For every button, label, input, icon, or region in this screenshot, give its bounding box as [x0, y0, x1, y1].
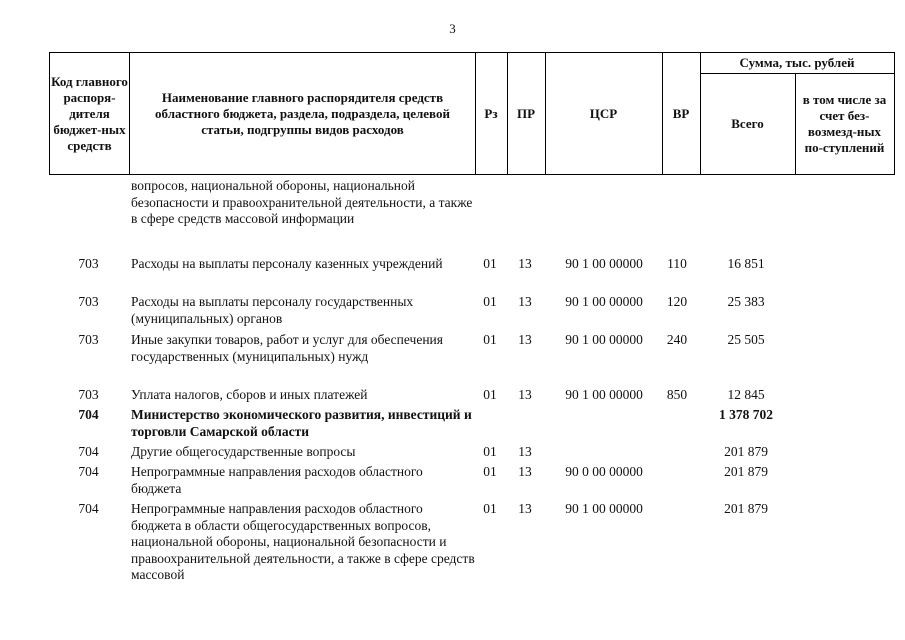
page-number: 3: [449, 21, 456, 36]
row-csr: 90 1 00 00000: [565, 256, 643, 271]
table-row: [49, 256, 895, 294]
row-rz: 01: [483, 464, 497, 479]
row-code: 704: [78, 444, 99, 459]
row-name: Расходы на выплаты персоналу казенных учреждений: [131, 256, 443, 271]
row-name: вопросов, национальной обороны, национальной безопасности и правоохранительной деятельности, а также в сфере средств массовой информации: [131, 178, 473, 226]
table-row: [49, 501, 895, 591]
header-incl: в том числе за счет без-возмезд-ных по-ступлений: [802, 92, 887, 155]
row-rz: 01: [483, 444, 497, 459]
row-pr: 13: [518, 464, 532, 479]
header-pr: ПР: [516, 105, 536, 121]
row-csr: 90 0 00 00000: [565, 464, 643, 479]
row-total: 201 879: [724, 501, 768, 516]
row-vr: 110: [667, 256, 687, 271]
table-row: [49, 387, 895, 407]
row-pr: 13: [518, 294, 532, 309]
row-code: 704: [78, 407, 99, 422]
row-rz: 01: [483, 256, 497, 271]
table-body: [49, 178, 895, 591]
row-pr: 13: [518, 501, 532, 516]
row-vr: 850: [666, 387, 688, 402]
row-pr: 13: [518, 444, 532, 459]
row-pr: 13: [518, 332, 532, 347]
header-vr: ВР: [672, 105, 690, 121]
row-vr: 120: [666, 294, 688, 309]
row-vr: 240: [666, 332, 688, 347]
row-rz: 01: [483, 387, 497, 402]
row-csr: 90 1 00 00000: [565, 387, 643, 402]
row-total: 12 845: [727, 387, 765, 402]
row-name: Расходы на выплаты персоналу государственных (муниципальных) органов: [131, 294, 414, 326]
header-name: Наименование главного распорядителя средств областного бюджета, раздела, подраздела, целевой статьи, подгруппы видов расходов: [155, 89, 450, 137]
row-name: Другие общегосударственные вопросы: [131, 444, 356, 459]
table-row: [49, 444, 895, 464]
row-name: Непрограммные направления расходов областного бюджета в области общегосударственных вопросов, национальной обороны, национальной безопасности и правоохранительной деятельности, а также в сфере средств массовой: [131, 501, 475, 582]
row-rz: 01: [483, 294, 497, 309]
header-csr: ЦСР: [589, 105, 618, 121]
row-csr: 90 1 00 00000: [565, 501, 643, 516]
table-row: [49, 332, 895, 387]
row-pr: 13: [518, 256, 532, 271]
row-code: 703: [78, 256, 99, 271]
row-name: Уплата налогов, сборов и иных платежей: [131, 387, 368, 402]
row-csr: 90 1 00 00000: [565, 332, 643, 347]
row-total: 25 505: [727, 332, 765, 347]
table-row: [49, 407, 895, 444]
row-pr: 13: [518, 387, 532, 402]
header-sum: Сумма, тыс. рублей: [739, 55, 855, 70]
table-row: [49, 178, 895, 256]
header-rz: Рз: [484, 105, 498, 121]
header-total: Всего: [731, 116, 764, 131]
row-total: 16 851: [727, 256, 765, 271]
row-name: Иные закупки товаров, работ и услуг для обеспечения государственных (муниципальных) нужд: [131, 332, 443, 364]
row-rz: 01: [483, 332, 497, 347]
row-name: Министерство экономического развития, инвестиций и торговли Самарской области: [131, 407, 472, 439]
row-code: 703: [78, 294, 99, 309]
table-header: [49, 52, 895, 175]
row-total: 201 879: [724, 444, 768, 459]
row-name: Непрограммные направления расходов областного бюджета: [131, 464, 423, 496]
row-code: 703: [78, 387, 99, 402]
row-code: 704: [78, 464, 99, 479]
table-row: [49, 294, 895, 332]
table-row: [49, 464, 895, 501]
row-total: 1 378 702: [719, 407, 773, 422]
row-total: 201 879: [724, 464, 768, 479]
row-rz: 01: [483, 501, 497, 516]
row-code: 703: [78, 332, 99, 347]
row-code: 704: [78, 501, 99, 516]
row-csr: 90 1 00 00000: [565, 294, 643, 309]
header-code: Код главного распоря-дителя бюджет-ных средств: [51, 73, 128, 153]
row-total: 25 383: [727, 294, 765, 309]
